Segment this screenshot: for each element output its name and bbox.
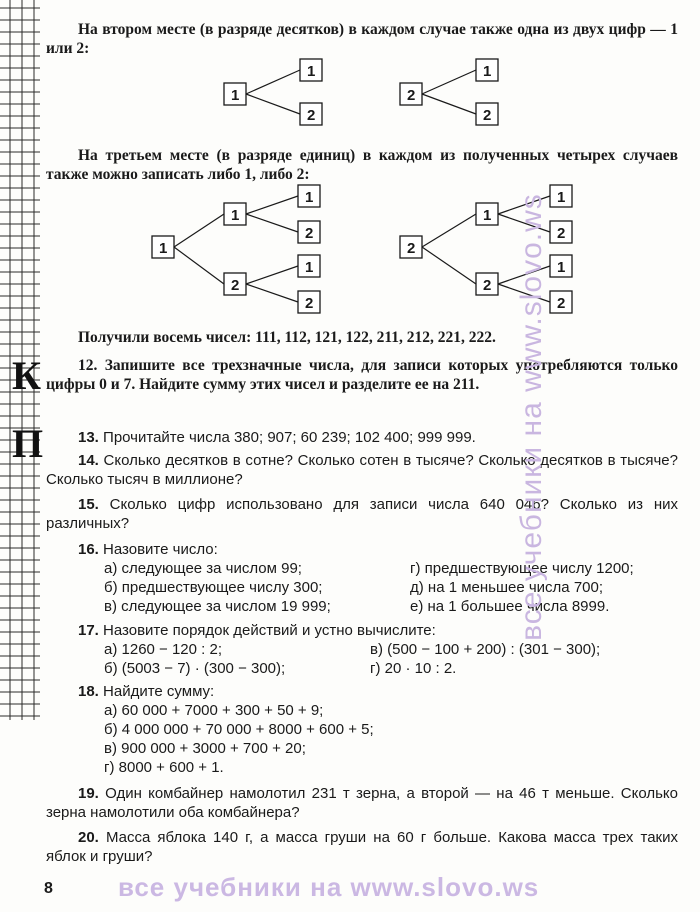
exercise-13 — [46, 428, 678, 447]
list-item: в) следующее за числом 19 999; — [104, 598, 331, 615]
side-letter-p: П — [12, 421, 44, 466]
tree-big-right — [396, 184, 586, 314]
exercise-20 — [46, 828, 678, 866]
list-item: а) 60 000 + 7000 + 300 + 50 + 9; — [104, 702, 324, 719]
watermark-bottom: все учебники на www.slovo.ws — [118, 872, 540, 902]
node-level1-a: 1 — [483, 207, 492, 224]
exercise-number: 18. — [78, 683, 99, 700]
exercise-17-col-2 — [370, 640, 600, 678]
tree-small-left — [220, 56, 330, 126]
node-level1-b: 2 — [483, 277, 492, 294]
intro-paragraph-1: На втором месте (в разряде десятков) в каждом случае также одна из двух цифр — 1 или 2: — [46, 21, 678, 57]
list-item: в) (500 − 100 + 200) : (301 − 300); — [370, 641, 601, 658]
node-leaf-2: 2 — [557, 225, 566, 242]
exercise-text: Масса яблока 140 г, а масса груши на 60 г больше. Какова масса трех таких яблок и груши? — [46, 829, 678, 865]
node-branch-2: 2 — [483, 107, 492, 124]
exercise-number: 13. — [78, 429, 99, 446]
exercise-16-col-1 — [104, 559, 331, 616]
exercise-number: 19. — [78, 785, 99, 802]
node-branch-1: 1 — [307, 63, 316, 80]
node-branch-1: 1 — [483, 63, 492, 80]
tree-big-left — [148, 184, 338, 314]
exercise-text: Один комбайнер намолотил 231 т зерна, а второй — на 46 т меньше. Сколько зерна намолотили оба комбайнера? — [46, 785, 678, 821]
exercise-16-title — [46, 540, 678, 559]
list-item: а) 1260 − 120 : 2; — [104, 641, 223, 658]
node-leaf-2: 2 — [305, 225, 314, 242]
list-item: б) 4 000 000 + 70 000 + 8000 + 600 + 5; — [104, 721, 374, 738]
list-item: б) (5003 − 7) · (300 − 300); — [104, 660, 286, 677]
exercise-17-title — [46, 621, 678, 640]
node-leaf-4: 2 — [557, 295, 566, 312]
exercise-number: 17. — [78, 622, 99, 639]
watermark-vertical: все учебники на www.slovo.ws — [515, 193, 549, 641]
exercise-text: Сколько цифр использовано для записи числа 640 046? Сколько из них различных? — [46, 496, 679, 532]
node-level1-a: 1 — [231, 207, 240, 224]
node-leaf-3: 1 — [557, 259, 566, 276]
exercise-19 — [46, 784, 678, 822]
node-branch-2: 2 — [307, 107, 316, 124]
exercise-text: Сколько десятков в сотне? Сколько сотен в тысяче? Сколько десятков в тысяче? Сколько тысяч в миллионе? — [46, 452, 678, 488]
exercise-18-list — [104, 701, 374, 777]
exercise-14 — [46, 451, 678, 489]
node-root: 1 — [159, 240, 168, 257]
exercise-number: 16. — [78, 541, 99, 558]
node-root: 1 — [231, 87, 240, 104]
list-item: а) следующее за числом 99; — [104, 560, 302, 577]
intro-paragraph-2: На третьем месте (в разряде единиц) в каждом из полученных четырех случаев также можно записать либо 1, либо 2: — [46, 147, 678, 183]
list-item: д) на 1 меньшее числа 700; — [410, 579, 604, 596]
node-leaf-1: 1 — [557, 189, 566, 206]
node-root: 2 — [407, 240, 416, 257]
exercise-text: Прочитайте числа 380; 907; 60 239; 102 400; 999 999. — [103, 429, 476, 446]
exercise-number: 20. — [78, 829, 99, 846]
exercise-text: Запишите все трехзначные числа, для записи которых употребляются только цифры 0 и 7. Найдите сумму этих чисел и разделите ее на 211. — [46, 357, 678, 393]
tree-small-right — [396, 56, 506, 126]
node-root: 2 — [407, 87, 416, 104]
page-number: 8 — [44, 880, 53, 897]
side-letter-k: К — [12, 353, 42, 398]
exercise-18-title — [46, 682, 678, 701]
list-item: б) предшествующее числу 300; — [104, 579, 323, 596]
exercise-text: Назовите число: — [103, 541, 218, 558]
list-item: е) на 1 большее числа 8999. — [410, 598, 610, 615]
exercise-15 — [46, 495, 678, 533]
list-item: в) 900 000 + 3000 + 700 + 20; — [104, 740, 306, 757]
exercise-text: Назовите порядок действий и устно вычислите: — [103, 622, 436, 639]
node-leaf-4: 2 — [305, 295, 314, 312]
node-level1-b: 2 — [231, 277, 240, 294]
list-item: г) 8000 + 600 + 1. — [104, 759, 224, 776]
exercise-number: 15. — [78, 496, 99, 513]
exercise-number: 14. — [78, 452, 99, 469]
exercise-17-col-1 — [104, 640, 285, 678]
exercise-12 — [46, 356, 678, 394]
node-leaf-3: 1 — [305, 259, 314, 276]
exercise-number: 12. — [78, 357, 98, 374]
exercise-text: Найдите сумму: — [103, 683, 215, 700]
result-line: Получили восемь чисел: 111, 112, 121, 122, 211, 212, 221, 222. — [78, 329, 496, 346]
list-item: г) предшествующее числу 1200; — [410, 560, 634, 577]
list-item: г) 20 · 10 : 2. — [370, 660, 457, 677]
node-leaf-1: 1 — [305, 189, 314, 206]
